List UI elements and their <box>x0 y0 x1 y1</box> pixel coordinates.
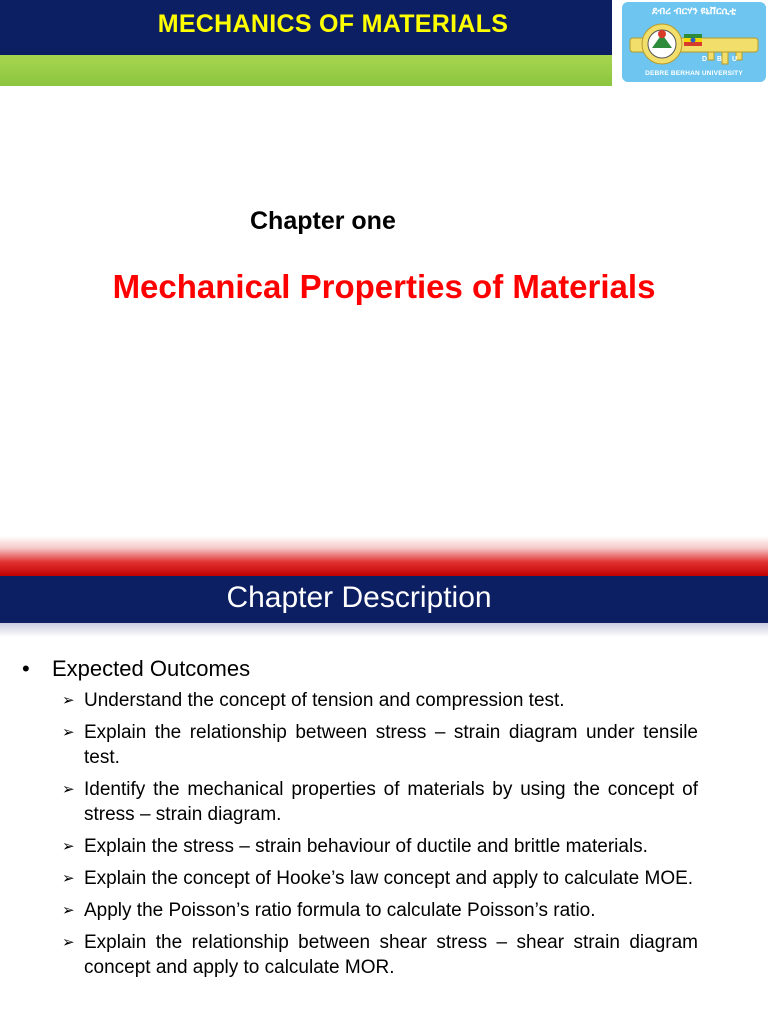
outcome-text: Explain the concept of Hooke’s law concept and apply to calculate MOE. <box>84 868 694 889</box>
arrow-bullet-icon: ➢ <box>62 934 75 951</box>
description-title: Chapter Description <box>226 581 492 614</box>
arrow-bullet-icon: ➢ <box>62 902 75 919</box>
course-title: MECHANICS OF MATERIALS <box>157 10 509 38</box>
logo-letters: D B U <box>702 56 742 63</box>
bullet-icon: • <box>22 656 30 681</box>
chapter-title: Mechanical Properties of Materials <box>112 268 656 305</box>
list-item <box>62 834 698 859</box>
slide-separator <box>0 536 768 576</box>
list-item <box>62 720 698 770</box>
logo-amharic-text: ደብረ ብርሃን ዩኒቨርሲቲ <box>651 6 737 17</box>
logo-badge <box>622 2 766 82</box>
outcome-text: Explain the relationship between shear stress – shear strain diagram concept and apply to calculate MOR. <box>84 932 698 978</box>
outcome-text: Identify the mechanical properties of materials by using the concept of stress – strain diagram. <box>84 779 698 825</box>
arrow-bullet-icon: ➢ <box>62 724 75 741</box>
list-item <box>62 898 698 923</box>
arrow-bullet-icon: ➢ <box>62 870 75 887</box>
outcomes-list <box>62 688 698 987</box>
outcome-text: Understand the concept of tension and compression test. <box>84 690 565 711</box>
logo-university-name: DEBRE BERHAN UNIVERSITY <box>645 70 743 77</box>
list-item <box>62 930 698 980</box>
outcome-text: Explain the relationship between stress – strain diagram under tensile test. <box>84 722 698 768</box>
expected-outcomes-heading <box>22 656 250 682</box>
list-item <box>62 688 698 713</box>
outcome-text: Explain the stress – strain behaviour of ductile and brittle materials. <box>84 836 648 857</box>
section-heading-text: Expected Outcomes <box>52 656 251 681</box>
outcome-text: Apply the Poisson’s ratio formula to calculate Poisson’s ratio. <box>84 900 596 921</box>
chapter-label: Chapter one <box>250 207 396 235</box>
arrow-bullet-icon: ➢ <box>62 692 75 709</box>
university-logo <box>620 0 768 86</box>
list-item <box>62 866 698 891</box>
arrow-bullet-icon: ➢ <box>62 838 75 855</box>
header-shadow <box>0 623 768 637</box>
header-green-bar <box>0 55 616 86</box>
description-slide <box>0 576 768 1024</box>
list-item <box>62 777 698 827</box>
arrow-bullet-icon: ➢ <box>62 781 75 798</box>
